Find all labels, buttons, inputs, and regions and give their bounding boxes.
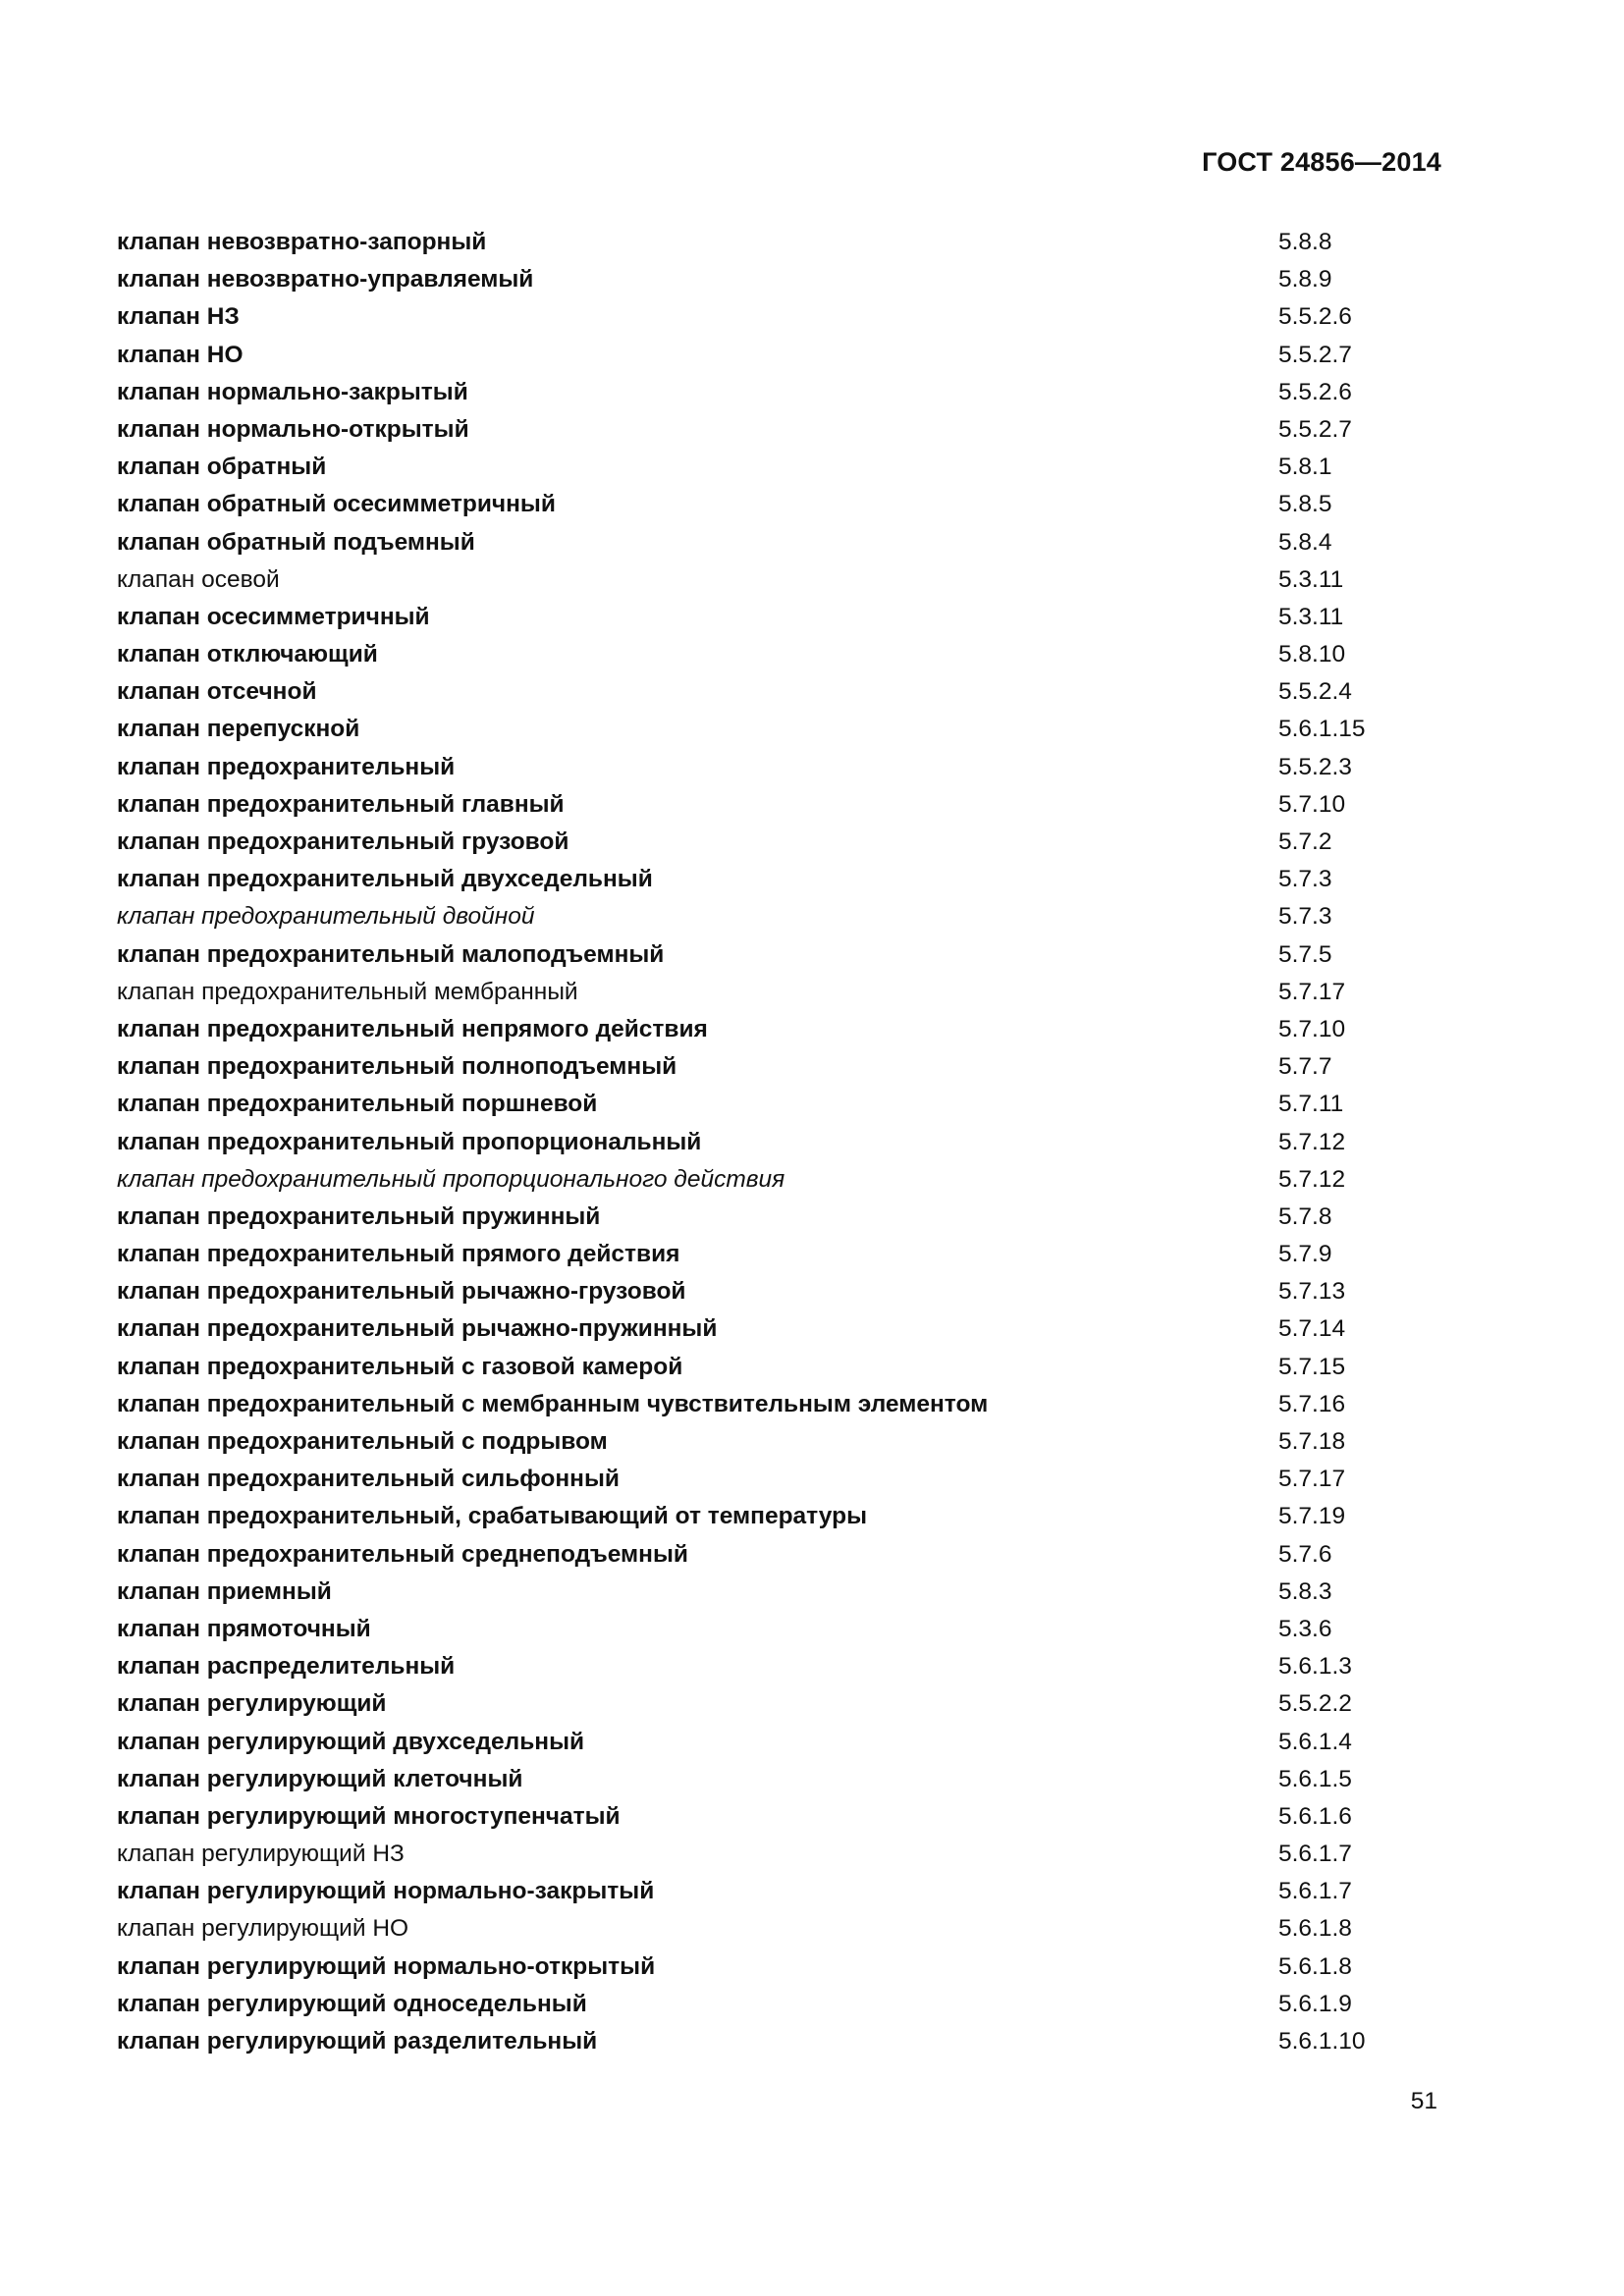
index-term: клапан распределительный [117, 1653, 456, 1681]
index-term: клапан предохранительный главный [117, 790, 565, 818]
index-term: клапан предохранительный пропорционального действия [117, 1165, 785, 1193]
index-entry [117, 1161, 1393, 1199]
index-term: клапан предохранительный среднеподъемный [117, 1540, 688, 1568]
index-term: клапан нормально-открытый [117, 415, 469, 443]
index-entry [117, 749, 1393, 786]
index-entry [117, 711, 1393, 748]
index-reference-number: 5.8.10 [1278, 641, 1346, 668]
index-entry [117, 337, 1393, 374]
index-entry [117, 449, 1393, 486]
index-term: клапан предохранительный пропорциональный [117, 1128, 702, 1155]
index-reference-number: 5.8.4 [1278, 528, 1332, 556]
index-term: клапан регулирующий двухседельный [117, 1728, 585, 1755]
index-entry [117, 1648, 1393, 1685]
index-entry [117, 786, 1393, 824]
index-reference-number: 5.6.1.5 [1278, 1765, 1352, 1792]
index-term: клапан перепускной [117, 716, 360, 743]
index-entry [117, 1386, 1393, 1423]
index-entry [117, 1685, 1393, 1723]
index-reference-number: 5.5.2.3 [1278, 753, 1352, 780]
index-term: клапан предохранительный [117, 753, 456, 780]
index-entry [117, 1048, 1393, 1086]
index-entry [117, 1310, 1393, 1348]
index-reference-number: 5.7.11 [1278, 1091, 1344, 1118]
index-reference-number: 5.6.1.9 [1278, 1990, 1352, 2017]
index-reference-number: 5.6.1.6 [1278, 1802, 1352, 1830]
index-term: клапан обратный осесимметричный [117, 491, 556, 518]
index-term: клапан предохранительный рычажно-пружинный [117, 1315, 718, 1343]
index-term: клапан предохранительный поршневой [117, 1091, 598, 1118]
index-term: клапан предохранительный грузовой [117, 828, 569, 855]
index-term: клапан осевой [117, 565, 280, 593]
index-entry [117, 1724, 1393, 1761]
index-term: клапан предохранительный рычажно-грузовой [117, 1278, 686, 1306]
index-entry [117, 374, 1393, 411]
index-entry [117, 298, 1393, 336]
index-reference-number: 5.6.1.8 [1278, 1952, 1352, 1980]
index-reference-number: 5.6.1.8 [1278, 1915, 1352, 1943]
index-entry [117, 1836, 1393, 1873]
index-term: клапан регулирующий клеточный [117, 1765, 523, 1792]
index-reference-number: 5.7.2 [1278, 828, 1332, 855]
index-reference-number: 5.6.1.7 [1278, 1878, 1352, 1905]
index-term: клапан предохранительный сильфонный [117, 1466, 620, 1493]
index-term: клапан НЗ [117, 303, 240, 331]
index-reference-number: 5.5.2.2 [1278, 1690, 1352, 1718]
index-entry [117, 1124, 1393, 1161]
index-reference-number: 5.5.2.6 [1278, 303, 1352, 331]
index-reference-number: 5.6.1.3 [1278, 1653, 1352, 1681]
index-reference-number: 5.7.10 [1278, 1015, 1346, 1042]
index-entry [117, 1986, 1393, 2023]
index-entry [117, 1011, 1393, 1048]
index-entry [117, 411, 1393, 449]
index-reference-number: 5.7.12 [1278, 1165, 1346, 1193]
page-number: 51 [1410, 2088, 1437, 2114]
index-term: клапан регулирующий [117, 1690, 387, 1718]
index-reference-number: 5.7.3 [1278, 866, 1332, 893]
index-term: клапан регулирующий многоступенчатый [117, 1802, 621, 1830]
index-entry [117, 936, 1393, 974]
index-entry [117, 1761, 1393, 1798]
index-term: клапан НО [117, 341, 244, 368]
index-term: клапан предохранительный, срабатывающий от температуры [117, 1503, 867, 1530]
index-entry [117, 224, 1393, 261]
index-term: клапан приемный [117, 1577, 332, 1605]
index-term: клапан предохранительный двухседельный [117, 866, 653, 893]
index-reference-number: 5.3.11 [1278, 603, 1344, 630]
index-reference-number: 5.7.14 [1278, 1315, 1346, 1343]
index-reference-number: 5.7.12 [1278, 1128, 1346, 1155]
index-entry [117, 1199, 1393, 1236]
index-reference-number: 5.5.2.7 [1278, 415, 1352, 443]
index-term: клапан предохранительный с мембранным чувствительным элементом [117, 1390, 989, 1417]
index-reference-number: 5.8.9 [1278, 266, 1332, 294]
index-term: клапан отсечной [117, 678, 317, 706]
index-reference-number: 5.6.1.10 [1278, 2028, 1366, 2055]
index-term: клапан прямоточный [117, 1615, 371, 1642]
index-entry [117, 486, 1393, 523]
index-reference-number: 5.7.15 [1278, 1353, 1346, 1380]
index-entry [117, 1423, 1393, 1461]
index-entry [117, 524, 1393, 561]
index-entry [117, 599, 1393, 636]
index-entry [117, 261, 1393, 298]
index-reference-number: 5.5.2.6 [1278, 378, 1352, 405]
index-reference-number: 5.7.17 [1278, 978, 1346, 1005]
index-term: клапан регулирующий разделительный [117, 2028, 598, 2055]
index-term: клапан невозвратно-запорный [117, 229, 487, 255]
index-reference-number: 5.6.1.4 [1278, 1728, 1352, 1755]
index-reference-number: 5.3.6 [1278, 1615, 1332, 1642]
index-reference-number: 5.7.17 [1278, 1466, 1346, 1493]
index-reference-number: 5.7.8 [1278, 1202, 1332, 1230]
index-reference-number: 5.7.6 [1278, 1540, 1332, 1568]
index-term: клапан предохранительный пружинный [117, 1202, 601, 1230]
alphabetical-index-list [117, 224, 1393, 2060]
index-reference-number: 5.6.1.7 [1278, 1841, 1352, 1868]
index-term: клапан предохранительный малоподъемный [117, 940, 665, 968]
index-entry [117, 1949, 1393, 1986]
index-term: клапан предохранительный непрямого действия [117, 1015, 708, 1042]
index-entry [117, 673, 1393, 711]
index-term: клапан предохранительный мембранный [117, 978, 578, 1005]
index-term: клапан предохранительный полноподъемный [117, 1053, 677, 1081]
index-entry [117, 1611, 1393, 1648]
index-term: клапан предохранительный двойной [117, 903, 535, 931]
index-term: клапан невозвратно-управляемый [117, 266, 534, 294]
index-entry [117, 1498, 1393, 1535]
index-reference-number: 5.5.2.4 [1278, 678, 1352, 706]
index-reference-number: 5.7.7 [1278, 1053, 1332, 1081]
index-entry [117, 1273, 1393, 1310]
index-entry [117, 1910, 1393, 1948]
index-entry [117, 1086, 1393, 1123]
index-term: клапан осесимметричный [117, 603, 430, 630]
index-reference-number: 5.5.2.7 [1278, 341, 1352, 368]
index-term: клапан регулирующий нормально-закрытый [117, 1878, 655, 1905]
index-entry [117, 1574, 1393, 1611]
index-reference-number: 5.8.1 [1278, 454, 1332, 481]
index-term: клапан предохранительный с газовой камерой [117, 1353, 683, 1380]
index-term: клапан предохранительный прямого действия [117, 1241, 680, 1268]
index-entry [117, 561, 1393, 599]
index-reference-number: 5.7.10 [1278, 790, 1346, 818]
index-entry [117, 861, 1393, 898]
index-reference-number: 5.7.19 [1278, 1503, 1346, 1530]
index-term: клапан регулирующий НО [117, 1915, 409, 1943]
index-term: клапан регулирующий нормально-открытый [117, 1952, 656, 1980]
index-entry [117, 974, 1393, 1011]
index-entry [117, 1236, 1393, 1273]
document-header: ГОСТ 24856—2014 [1202, 147, 1441, 177]
index-term: клапан нормально-закрытый [117, 378, 468, 405]
index-reference-number: 5.7.16 [1278, 1390, 1346, 1417]
index-reference-number: 5.7.9 [1278, 1241, 1332, 1268]
index-reference-number: 5.7.5 [1278, 940, 1332, 968]
index-term: клапан отключающий [117, 641, 378, 668]
index-term: клапан регулирующий НЗ [117, 1841, 405, 1868]
index-entry [117, 1461, 1393, 1498]
index-entry [117, 636, 1393, 673]
index-reference-number: 5.3.11 [1278, 565, 1344, 593]
index-entry [117, 1798, 1393, 1836]
index-entry [117, 824, 1393, 861]
index-reference-number: 5.8.3 [1278, 1577, 1332, 1605]
index-term: клапан обратный подъемный [117, 528, 475, 556]
index-term: клапан обратный [117, 454, 327, 481]
index-term: клапан регулирующий односедельный [117, 1990, 587, 2017]
index-entry [117, 898, 1393, 935]
index-reference-number: 5.7.18 [1278, 1428, 1346, 1455]
index-reference-number: 5.8.5 [1278, 491, 1332, 518]
index-reference-number: 5.8.8 [1278, 229, 1332, 255]
index-term: клапан предохранительный с подрывом [117, 1428, 608, 1455]
index-entry [117, 2023, 1393, 2060]
index-entry [117, 1536, 1393, 1574]
index-reference-number: 5.7.3 [1278, 903, 1332, 931]
index-reference-number: 5.7.13 [1278, 1278, 1346, 1306]
index-entry [117, 1349, 1393, 1386]
index-entry [117, 1873, 1393, 1910]
index-reference-number: 5.6.1.15 [1278, 716, 1366, 743]
